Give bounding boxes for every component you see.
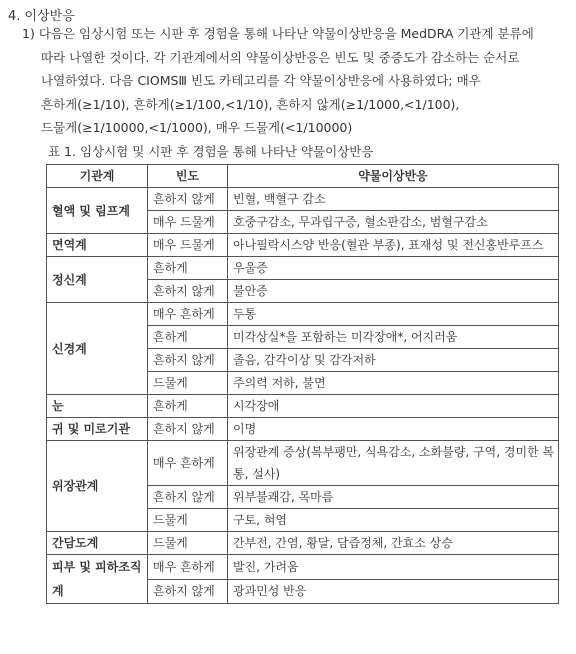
frequency-cell: 드물게 — [148, 509, 228, 532]
organ-class-cell: 신경계 — [47, 303, 148, 395]
table-row — [47, 257, 559, 280]
paragraph-line: 드물게(≥1/10000,<1/1000), 매우 드물게(<1/10000) — [41, 120, 353, 135]
frequency-cell: 흔하지 않게 — [148, 188, 228, 211]
reaction-cell: 미각상실*을 포함하는 미각장애*, 어지러움 — [228, 326, 559, 349]
frequency-cell: 드물게 — [148, 532, 228, 555]
organ-class-cell: 피부 및 피하조직계 — [47, 555, 148, 604]
reaction-cell: 두통 — [228, 303, 559, 326]
paragraph-number: 1) — [22, 26, 35, 41]
paragraph-line: 나열하였다. 다음 CIOMSⅢ 빈도 카테고리를 각 약물이상반응에 사용하였다; 매우 — [41, 73, 481, 88]
organ-class-cell: 간담도계 — [47, 532, 148, 555]
organ-class-cell: 면역계 — [47, 234, 148, 257]
frequency-cell: 흔하지 않게 — [148, 280, 228, 303]
frequency-cell: 흔하지 않게 — [148, 349, 228, 372]
table-caption: 표 1. 임상시험 및 시판 후 경험을 통해 나타난 약물이상반응 — [48, 144, 374, 159]
organ-class-cell: 혈액 및 림프계 — [47, 188, 148, 234]
paragraph-line: 따라 나열한 것이다. 각 기관계에서의 약물이상반응은 빈도 및 중증도가 감소하는 순서로 — [41, 49, 520, 65]
reaction-cell: 빈혈, 백혈구 감소 — [228, 188, 559, 211]
frequency-cell: 흔하지 않게 — [148, 486, 228, 509]
reaction-cell: 불안증 — [228, 280, 559, 303]
table-row — [47, 555, 559, 580]
intro-paragraph — [22, 22, 562, 140]
reaction-cell: 주의력 저하, 불면 — [228, 372, 559, 395]
reaction-cell: 호중구감소, 무과립구증, 혈소판감소, 범혈구감소 — [228, 211, 559, 234]
reaction-cell: 졸음, 감각이상 및 감각저하 — [228, 349, 559, 372]
header-reaction: 약물이상반응 — [228, 165, 559, 188]
header-organ: 기관계 — [47, 165, 148, 188]
frequency-cell: 흔하지 않게 — [148, 418, 228, 441]
frequency-cell: 매우 흔하게 — [148, 303, 228, 326]
table-row — [47, 395, 559, 418]
table-row — [47, 188, 559, 211]
reaction-cell: 이명 — [228, 418, 559, 441]
adverse-reaction-table — [46, 164, 559, 604]
paragraph-line — [22, 22, 562, 46]
table-row — [47, 532, 559, 555]
frequency-cell: 매우 흔하게 — [148, 441, 228, 486]
frequency-cell: 매우 드물게 — [148, 211, 228, 234]
frequency-cell: 드물게 — [148, 372, 228, 395]
paragraph-line-text: 다음은 임상시험 또는 시판 후 경험을 통해 나타난 약물이상반응을 MedDRA 기관계 분류에 — [38, 26, 534, 41]
reaction-cell: 구토, 혀염 — [228, 509, 559, 532]
reaction-cell: 우울증 — [228, 257, 559, 280]
paragraph-line: 흔하게(≥1/10), 흔하게(≥1/100,<1/10), 흔하지 않게(≥1/1000,<1/100), — [41, 96, 460, 112]
frequency-cell: 매우 드물게 — [148, 234, 228, 257]
reaction-cell: 광과민성 반응 — [228, 579, 559, 604]
frequency-cell: 매우 흔하게 — [148, 555, 228, 580]
organ-class-cell: 위장관계 — [47, 441, 148, 532]
frequency-cell: 흔하지 않게 — [148, 579, 228, 604]
reaction-cell: 위장관계 증상(복부팽만, 식욕감소, 소화불량, 구역, 경미한 복통, 설사) — [228, 441, 559, 486]
reaction-cell: 아나필락시스양 반응(혈관 부종), 표재성 및 전신홍반루프스 — [228, 234, 559, 257]
table-row — [47, 441, 559, 486]
reaction-cell: 발진, 가려움 — [228, 555, 559, 580]
frequency-cell: 흔하게 — [148, 257, 228, 280]
table-row — [47, 418, 559, 441]
table-row — [47, 234, 559, 257]
frequency-cell: 흔하게 — [148, 395, 228, 418]
header-frequency: 빈도 — [148, 165, 228, 188]
table-body — [47, 188, 559, 604]
organ-class-cell: 눈 — [47, 395, 148, 418]
table-row — [47, 303, 559, 326]
reaction-cell: 간부전, 간염, 황달, 담즙정체, 간효소 상승 — [228, 532, 559, 555]
reaction-cell: 위부불쾌감, 목마름 — [228, 486, 559, 509]
organ-class-cell: 정신계 — [47, 257, 148, 303]
section-title: 4. 이상반응 — [8, 9, 75, 24]
table-header-row — [47, 165, 559, 188]
frequency-cell: 흔하게 — [148, 326, 228, 349]
reaction-cell: 시각장애 — [228, 395, 559, 418]
organ-class-cell: 귀 및 미로기관 — [47, 418, 148, 441]
